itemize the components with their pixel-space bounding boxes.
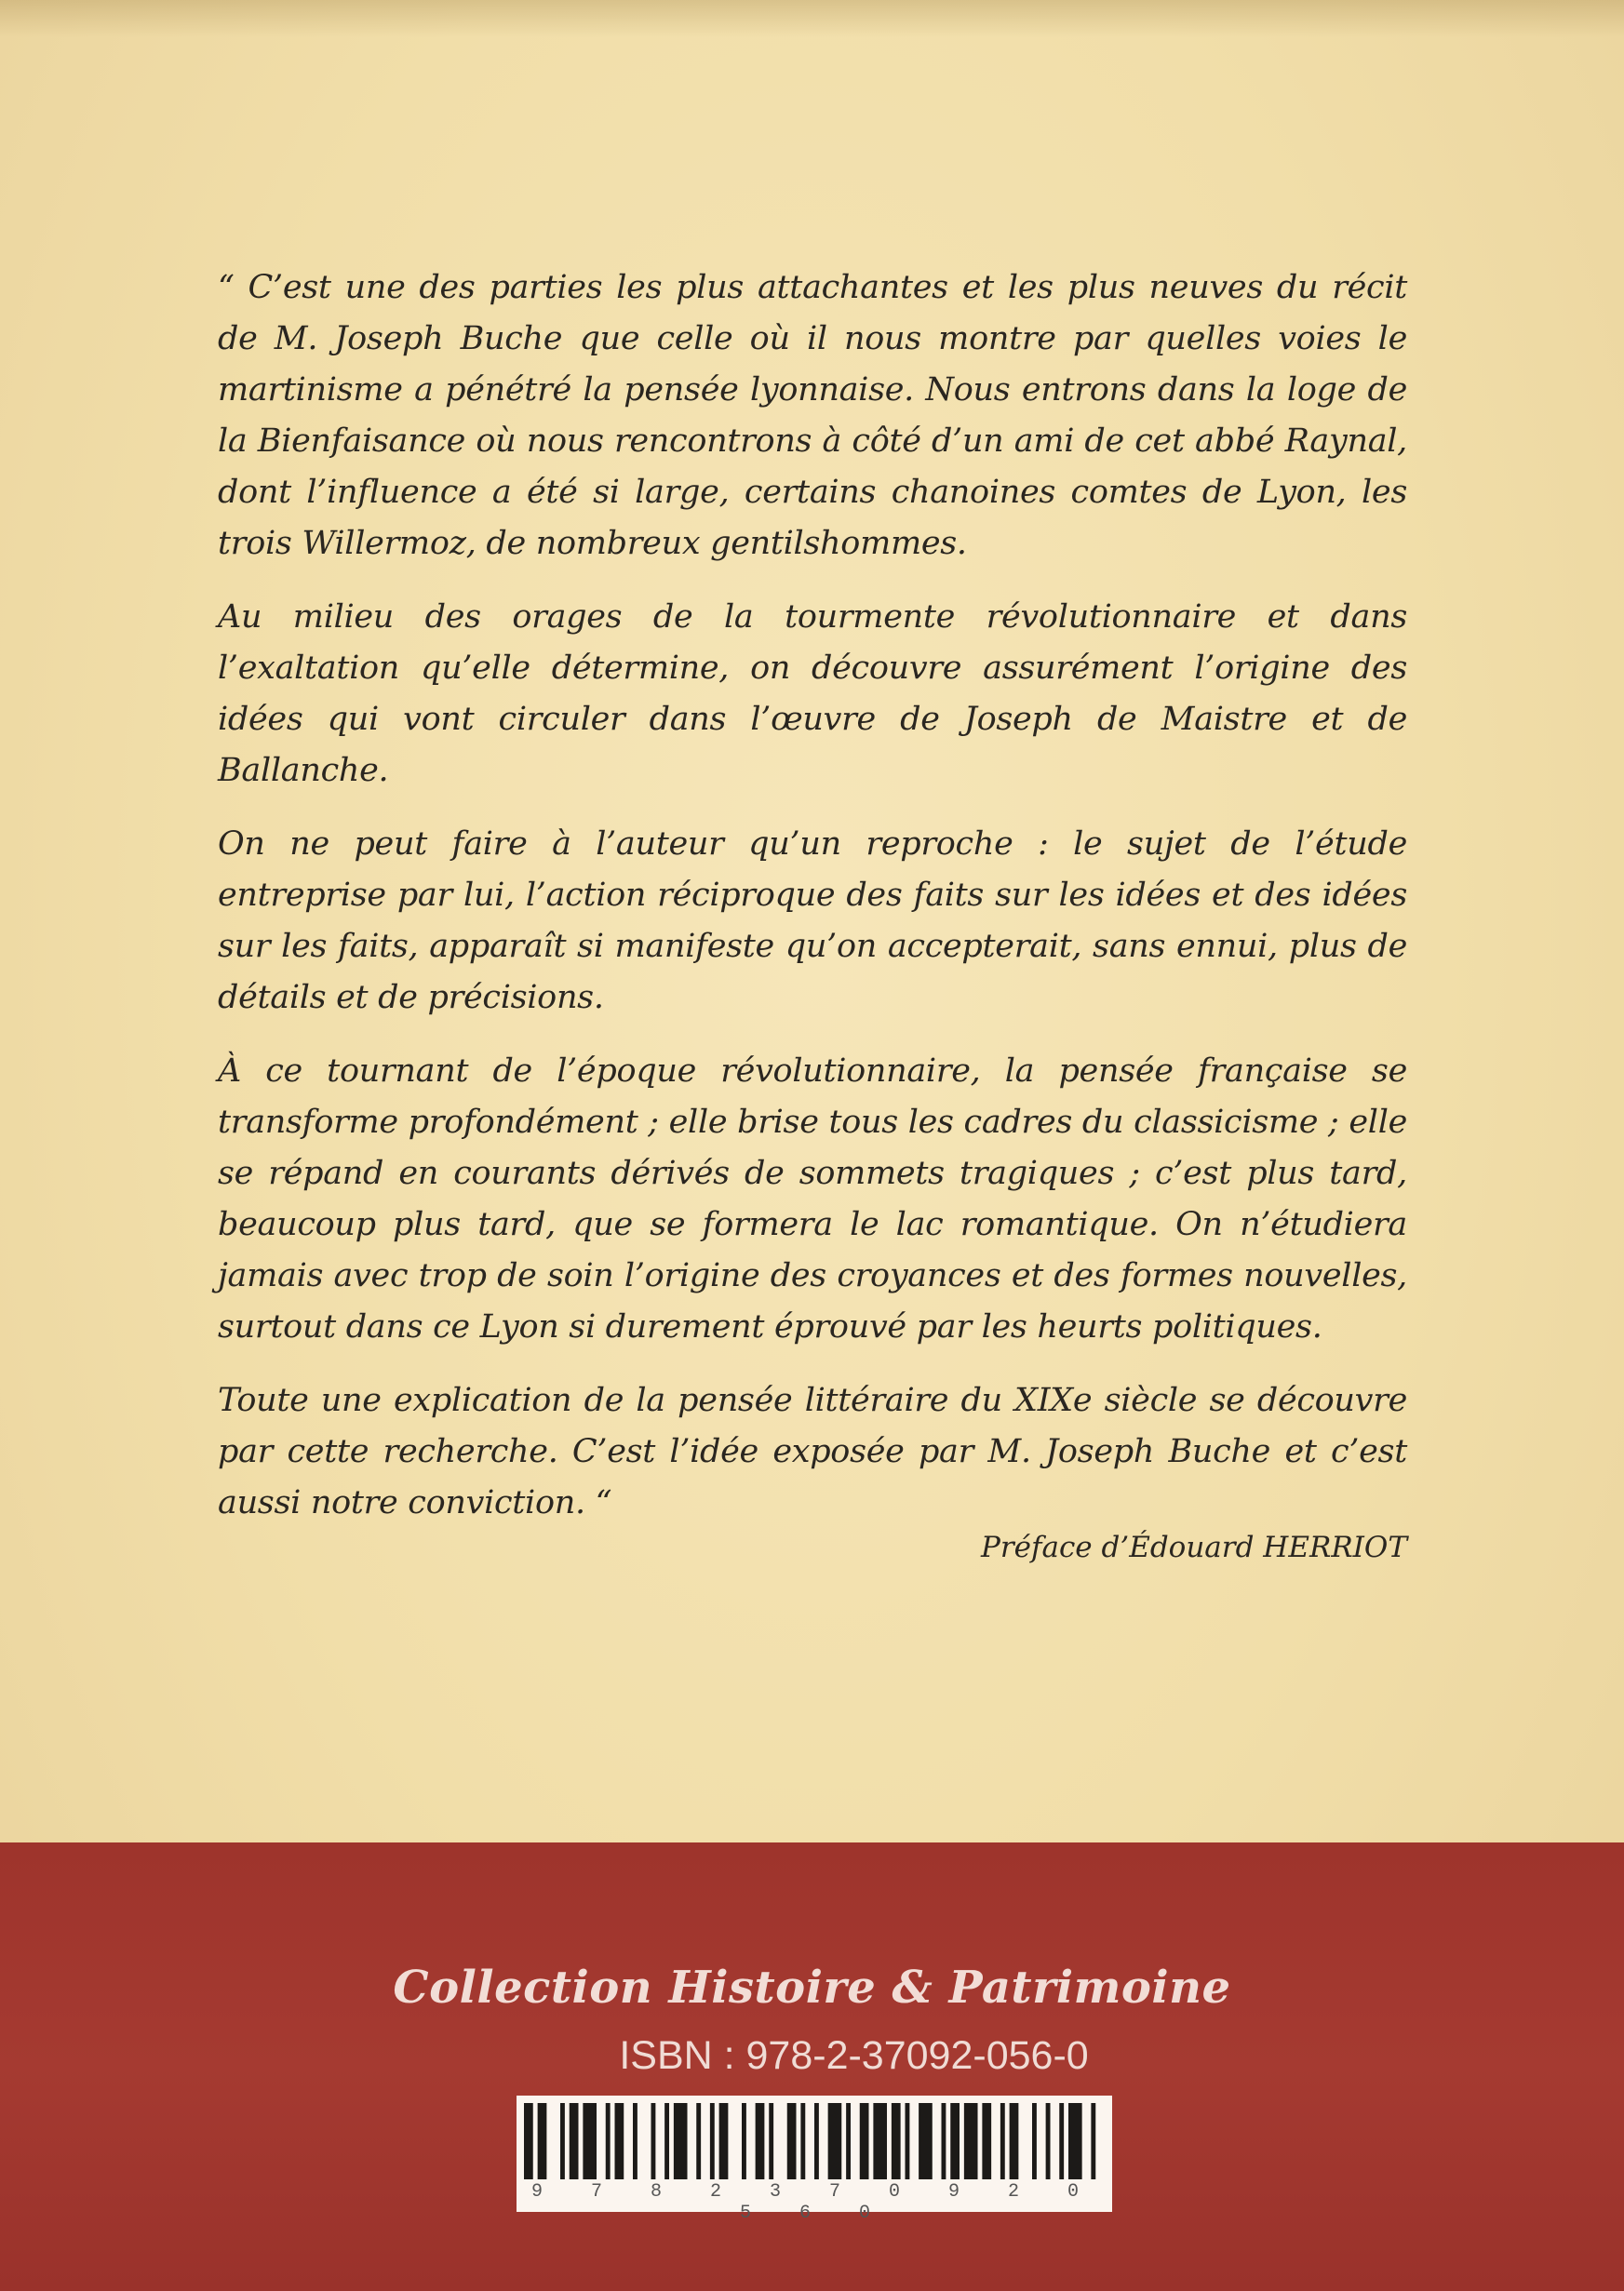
barcode-bar (1032, 2103, 1037, 2179)
barcode-bar (615, 2103, 624, 2179)
barcode-bar (696, 2103, 701, 2179)
barcode-bar (664, 2103, 669, 2179)
barcode-bar (892, 2103, 901, 2179)
barcode-bar (570, 2103, 579, 2179)
barcode-bar (583, 2103, 597, 2179)
barcode-bar (606, 2103, 611, 2179)
barcode-bar (651, 2103, 656, 2179)
quote-paragraph-2: Au milieu des orages de la tourmente révolutionnaire et dans l’exaltation qu’elle détermine, on découvre assurément l’origine des idées qui vont circuler dans l’œuvre de Joseph de Maistre et de Ballanche. (218, 598, 1407, 789)
barcode-bar (873, 2103, 887, 2179)
isbn-label: ISBN : 978-2-37092-056-0 (619, 2033, 1089, 2078)
barcode-bar (742, 2103, 746, 2179)
quote-attribution: Préface d’Édouard HERRIOT (980, 1531, 1407, 1564)
barcode-bar (942, 2103, 946, 2179)
barcode-bar (633, 2103, 638, 2179)
barcode-bar (964, 2103, 978, 2179)
barcode-bar (814, 2103, 819, 2179)
barcode-bar (1010, 2103, 1019, 2179)
barcode-bar (674, 2103, 688, 2179)
barcode-bar (950, 2103, 960, 2179)
barcode-bar (710, 2103, 715, 2179)
barcode-bar (906, 2103, 910, 2179)
preface-quote (218, 262, 1407, 1551)
barcode-digits: 9 7 8 2 3 7 0 9 2 0 5 6 0 (530, 2181, 1098, 2224)
quote-paragraph-5: Toute une explication de la pensée littéraire du XIXe siècle se découvre par cette recherche. C’est l’idée exposée par M. Joseph Buche et c’est aussi notre conviction. “ (218, 1382, 1407, 1521)
barcode-bar (769, 2103, 773, 2179)
barcode-bar (800, 2103, 805, 2179)
barcode-bar (756, 2103, 765, 2179)
barcode-bar (1068, 2103, 1082, 2179)
collection-title: Collection Histoire & Patrimoine (393, 1962, 1231, 2014)
barcode-bar (1059, 2103, 1064, 2179)
barcode-bars (524, 2103, 1105, 2179)
barcode (517, 2096, 1112, 2224)
barcode-bar (846, 2103, 851, 2179)
barcode-bar (828, 2103, 842, 2179)
barcode-bar (1091, 2103, 1095, 2179)
barcode-bar (538, 2103, 547, 2179)
quote-paragraph-3: On ne peut faire à l’auteur qu’un reproche : le sujet de l’étude entreprise par lui, l’action réciproque des faits sur les idées et des idées sur les faits, apparaît si manifeste qu’on accepterait, sans ennui, plus de détails et de précisions. (218, 825, 1407, 1016)
barcode-bar (560, 2103, 565, 2179)
barcode-bar (919, 2103, 933, 2179)
barcode-bar (1000, 2103, 1005, 2179)
barcode-bar (982, 2103, 991, 2179)
barcode-bar (1046, 2103, 1051, 2179)
top-edge-shadow (0, 0, 1624, 37)
barcode-bar (524, 2103, 533, 2179)
quote-paragraph-4: À ce tournant de l’époque révolutionnaire, la pensée française se transforme profondément ; elle brise tous les cadres du classicisme ; elle se répand en courants dérivés de sommets tragiques ; c’est plus tard, beaucoup plus tard, que se formera le lac romantique. On n’étudiera jamais avec trop de soin l’origine des croyances et des formes nouvelles, surtout dans ce Lyon si durement éprouvé par les heurts politiques. (218, 1052, 1407, 1346)
quote-paragraph-1: “ C’est une des parties les plus attachantes et les plus neuves du récit de M. Joseph Buche que celle où il nous montre par quelles voies le martinisme a pénétré la pensée lyonnaise. Nous entrons dans la loge de la Bienfaisance où nous rencontrons à côté d’un ami de cet abbé Raynal, dont l’influence a été si large, certains chanoines comtes de Lyon, les trois Willermoz, de nombreux gentilshommes. (218, 269, 1407, 562)
barcode-bar (787, 2103, 797, 2179)
barcode-bar (860, 2103, 869, 2179)
barcode-bar (719, 2103, 729, 2179)
